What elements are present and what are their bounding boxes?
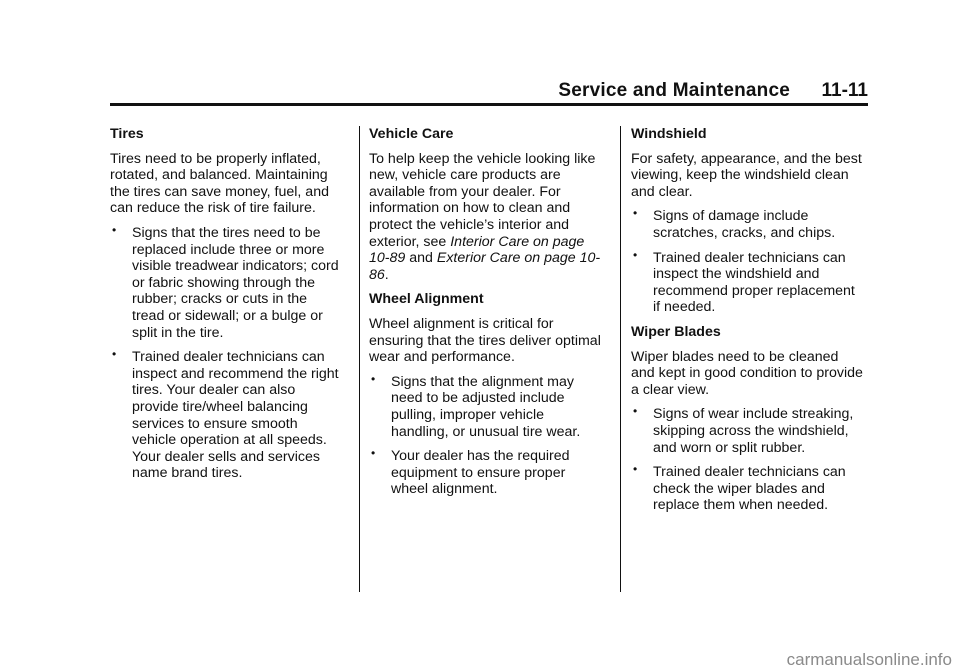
heading-wiper-blades: Wiper Blades [631, 323, 721, 340]
wiper-bullet-list [631, 406, 863, 514]
tires-paragraph: Tires need to be properly inflated, rotated, and balanced. Maintaining the tires can save money, fuel, and can reduce the risk of tire failure. [110, 150, 329, 217]
list-item-text: Signs of wear include streaking, skipping across the windshield, and worn or split rubber. [653, 406, 854, 456]
bullet-icon: • [112, 222, 117, 237]
list-item [631, 247, 863, 316]
list-item [369, 448, 601, 498]
wheel-alignment-paragraph: Wheel alignment is critical for ensuring that the tires deliver optimal wear and performance. [369, 315, 601, 366]
list-item [631, 208, 863, 241]
bullet-icon: • [633, 206, 638, 221]
list-item-text: Signs that the alignment may need to be adjusted include pulling, improper vehicle handling, or unusual tire wear. [391, 373, 581, 440]
column-tires [110, 126, 342, 490]
page-header [110, 80, 868, 102]
heading-wheel-alignment: Wheel Alignment [369, 291, 484, 308]
list-item [110, 222, 342, 341]
vehicle-care-paragraph [369, 151, 601, 284]
and-text: and [405, 250, 437, 267]
bullet-icon: • [371, 446, 376, 461]
header-rule [110, 103, 868, 106]
heading-windshield: Windshield [631, 126, 707, 142]
list-item-text: Trained dealer technicians can check the wiper blades and replace them when needed. [653, 464, 846, 514]
bullet-icon: • [371, 371, 376, 386]
windshield-paragraph: For safety, appearance, and the best viewing, keep the windshield clean and clear. [631, 150, 862, 200]
list-item [110, 349, 342, 482]
section-title: Service and Maintenance [558, 80, 790, 101]
list-item-text: Signs of damage include scratches, cracks, and chips. [653, 208, 836, 241]
bullet-icon: • [633, 462, 638, 477]
heading-vehicle-care: Vehicle Care [369, 126, 454, 142]
wiper-paragraph: Wiper blades need to be cleaned and kept in good condition to provide a clear view. [631, 348, 863, 398]
list-item-text: Signs that the tires need to be replaced include three or more visible treadwear indicators; cord or fabric showing through the rubber; cracks or cuts in the tread or sidewall; or a bulge or split in the tire. [132, 224, 339, 341]
period-text: . [384, 266, 389, 283]
list-item [369, 371, 601, 440]
list-item [631, 464, 863, 514]
alignment-bullet-list [369, 371, 601, 498]
bullet-icon: • [633, 247, 638, 262]
column-vehicle-care [369, 126, 601, 506]
watermark: carmanualsonline.info [786, 650, 952, 669]
bullet-icon: • [112, 347, 117, 362]
tires-bullet-list [110, 222, 342, 482]
interior-care-link[interactable]: Interior Care on page 10-89 [369, 233, 585, 267]
vehicle-care-text: To help keep the vehicle looking like new, vehicle care products are available from your dealer. For information on how to clean and protect the vehicle’s interior and exterior, see [369, 150, 596, 250]
column-divider-1 [359, 126, 360, 592]
windshield-bullet-list [631, 208, 863, 316]
list-item-text: Your dealer has the required equipment to ensure proper wheel alignment. [391, 448, 570, 498]
list-item-text: Trained dealer technicians can inspect the windshield and recommend proper replacement if needed. [653, 249, 855, 316]
list-item [631, 406, 863, 456]
column-divider-2 [620, 126, 621, 592]
bullet-icon: • [633, 404, 638, 419]
column-windshield [631, 126, 863, 522]
page-number: 11-11 [821, 80, 868, 101]
list-item-text: Trained dealer technicians can inspect and recommend the right tires. Your dealer can also provide tire/wheel balancing services to ensure smooth vehicle operation at all speeds. Your dealer sells and services name brand tires. [132, 349, 339, 482]
heading-tires: Tires [110, 126, 144, 142]
exterior-care-link[interactable]: Exterior Care on page 10-86 [369, 250, 601, 283]
